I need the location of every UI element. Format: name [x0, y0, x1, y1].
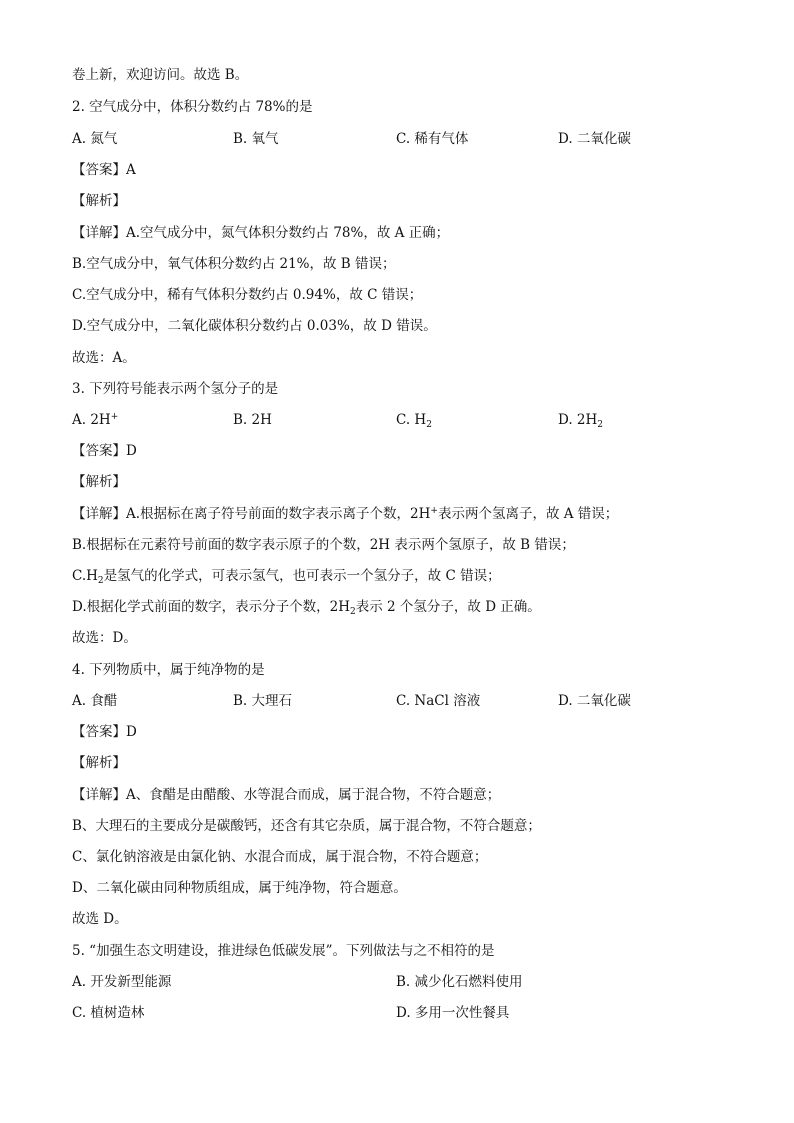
answer-value: A — [126, 162, 136, 178]
q5-option-b: B. 减少化石燃料使用 — [396, 974, 523, 990]
q2-stem: 2. 空气成分中，体积分数约占 78%的是 — [72, 99, 313, 115]
q4-conclusion: 故选 D。 — [72, 911, 128, 927]
q3-option-c: C. $H_2$ — [396, 412, 432, 430]
q2-detail-a — [72, 224, 449, 242]
intro-text: 卷上新，欢迎访问。故选 B。 — [72, 67, 249, 83]
q2-option-d: D. 二氧化碳 — [558, 131, 631, 147]
q3-detail-b: B.根据标在元素符号前面的数字表示原子的个数，2H 表示两个氢原子，故 B 错误； — [72, 537, 575, 553]
q2-option-c: C. 稀有气体 — [396, 131, 469, 147]
detail-tag: 【详解】 — [72, 787, 126, 803]
q5-stem: 5. “加强生态文明建设，推进绿色低碳发展”。下列做法与之不相符的是 — [72, 943, 495, 959]
q4-detail-c: C、氯化钠溶液是由氯化钠、水混合而成，属于混合物，不符合题意； — [72, 849, 488, 865]
q4-detail-d: D、二氧化碳由同种物质组成，属于纯净物，符合题意。 — [72, 880, 407, 896]
detail-text: A.空气成分中，氮气体积分数约占 78%，故 A 正确； — [126, 225, 450, 241]
q3-option-d: D. $2H_2$ — [558, 412, 604, 430]
q5-option-c: C. 植树造林 — [72, 1005, 145, 1021]
q3-stem: 3. 下列符号能表示两个氢分子的是 — [72, 381, 279, 397]
q4-option-a: A. 食醋 — [72, 693, 118, 709]
answer-tag: 【答案】 — [72, 724, 126, 740]
q4-option-b: B. 大理石 — [233, 693, 293, 709]
q4-detail-a — [72, 786, 500, 804]
q4-detail-b: B、大理石的主要成分是碳酸钙，还含有其它杂质，属于混合物，不符合题意； — [72, 818, 541, 834]
detail-tag: 【详解】 — [72, 225, 126, 241]
q4-option-d: D. 二氧化碳 — [558, 693, 631, 709]
q3-conclusion: 故选：D。 — [72, 630, 137, 646]
q4-answer — [72, 723, 137, 741]
q3-answer — [72, 442, 137, 460]
q3-detail-c: $C.H_2$是氢气的化学式，可表示氢气，也可表示一个氢分子，故 C 错误； — [72, 568, 501, 586]
detail-text: A、食醋是由醋酸、水等混合而成，属于混合物，不符合题意； — [126, 787, 501, 803]
q3-analysis-tag: 【解析】 — [72, 474, 126, 490]
q2-conclusion: 故选：A。 — [72, 350, 136, 366]
q4-analysis-tag: 【解析】 — [72, 755, 126, 771]
q3-option-a: A. 2H+ — [72, 412, 119, 428]
q2-answer — [72, 161, 136, 179]
q4-option-c: C. NaCl 溶液 — [396, 693, 481, 709]
answer-value: D — [126, 724, 137, 740]
q5-option-a: A. 开发新型能源 — [72, 974, 172, 990]
q2-detail-c: C.空气成分中，稀有气体积分数约占 0.94%，故 C 错误； — [72, 287, 423, 303]
q2-detail-d: D.空气成分中，二氧化碳体积分数约占 0.03%，故 D 错误。 — [72, 318, 437, 334]
q2-option-b: B. 氧气 — [233, 131, 279, 147]
answer-tag: 【答案】 — [72, 443, 126, 459]
q4-stem: 4. 下列物质中，属于纯净物的是 — [72, 662, 265, 678]
q5-option-d: D. 多用一次性餐具 — [396, 1005, 510, 1021]
q3-option-b: B. 2H — [233, 412, 272, 428]
answer-value: D — [126, 443, 137, 459]
q3-detail-d: D.根据化学式前面的数字，表示分子个数，$2H_2$表示 2 个氢分子，故 D 正确。 — [72, 599, 541, 617]
q3-detail-a: 【详解】A.根据标在离子符号前面的数字表示离子个数，2H+表示两个氢离子，故 A 错误； — [72, 506, 619, 522]
detail-tag: 【详解】 — [72, 506, 126, 522]
answer-tag: 【答案】 — [72, 162, 126, 178]
q2-analysis-tag: 【解析】 — [72, 193, 126, 209]
q2-option-a: A. 氮气 — [72, 131, 118, 147]
q2-detail-b: B.空气成分中，氧气体积分数约占 21%，故 B 错误； — [72, 256, 396, 272]
